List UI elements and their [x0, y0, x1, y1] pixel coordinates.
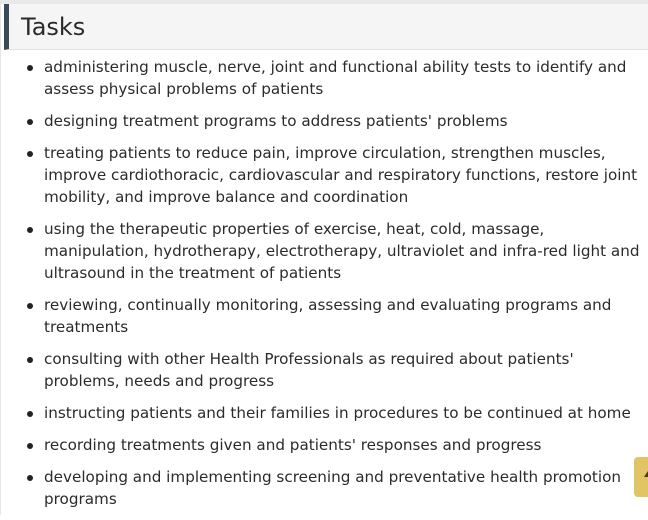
- task-text: consulting with other Health Professionals as required about patients' problems, needs and progress: [44, 350, 574, 390]
- task-list: [0, 56, 648, 520]
- task-list-item: [0, 402, 648, 424]
- task-text: developing and implementing screening and preventative health promotion programs: [44, 468, 622, 508]
- task-list-item: [0, 110, 648, 132]
- task-list-item: [0, 348, 648, 392]
- bullet-icon: [27, 357, 33, 363]
- task-text: reviewing, continually monitoring, assessing and evaluating programs and treatments: [44, 296, 612, 336]
- section-title: Tasks: [21, 13, 86, 41]
- task-list-item: [0, 294, 648, 338]
- bullet-icon: [27, 227, 33, 233]
- tasks-section-header: [4, 4, 648, 50]
- task-list-item: [0, 218, 648, 284]
- bullet-icon: [27, 443, 33, 449]
- task-text: designing treatment programs to address patients' problems: [44, 112, 508, 130]
- task-list-item: [0, 434, 648, 456]
- scroll-to-top-button[interactable]: [634, 457, 648, 497]
- bullet-icon: [27, 303, 33, 309]
- task-text: instructing patients and their families in procedures to be continued at home: [44, 404, 631, 422]
- task-text: administering muscle, nerve, joint and functional ability tests to identify and assess physical problems of patients: [44, 58, 627, 98]
- task-text: using the therapeutic properties of exercise, heat, cold, massage, manipulation, hydrotherapy, electrotherapy, ultraviolet and infra-red light and ultrasound in the treatment of patients: [44, 220, 640, 282]
- bullet-icon: [27, 119, 33, 125]
- task-list-item: [0, 142, 648, 208]
- task-list-item: [0, 56, 648, 100]
- bullet-icon: [27, 65, 33, 71]
- task-text: treating patients to reduce pain, improve circulation, strengthen muscles, improve cardiothoracic, cardiovascular and respiratory functions, restore joint mobility, and improve balance and coordination: [44, 144, 638, 206]
- task-list-item: [0, 466, 648, 510]
- bullet-icon: [27, 151, 33, 157]
- bullet-icon: [27, 475, 33, 481]
- bullet-icon: [27, 411, 33, 417]
- task-text: recording treatments given and patients' responses and progress: [44, 436, 542, 454]
- chevron-up-icon: [644, 471, 648, 477]
